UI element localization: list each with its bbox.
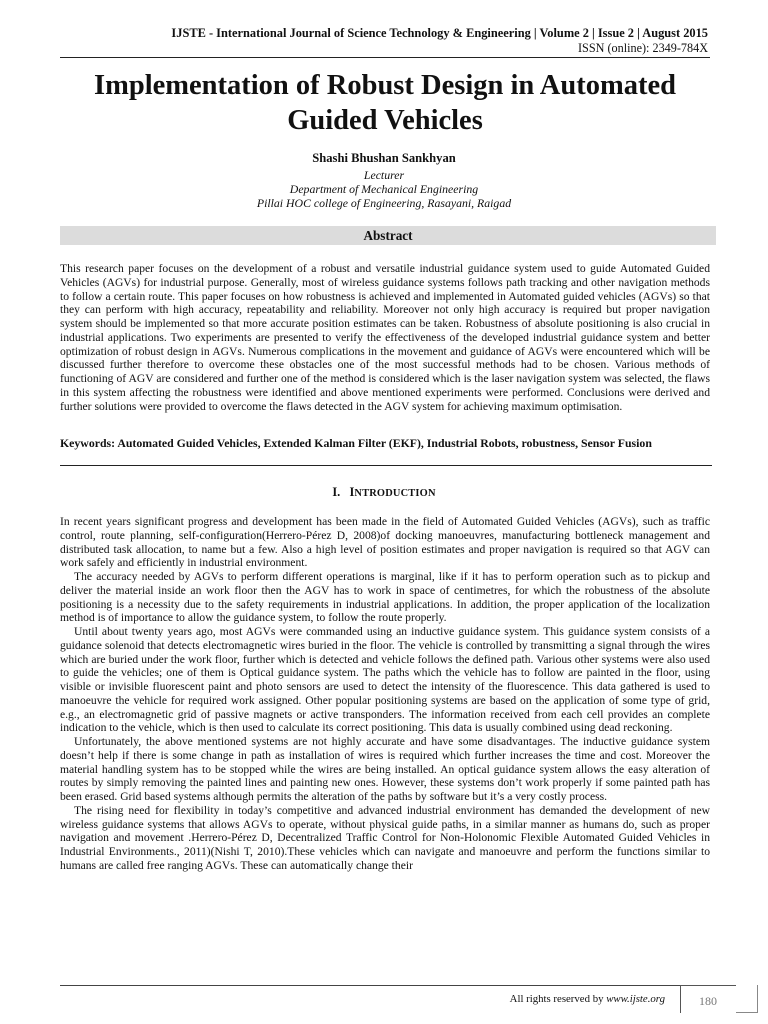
page-corner-decoration [736,985,758,1013]
issn: ISSN (online): 2349-784X [578,41,708,55]
abstract-text: This research paper focuses on the development of a robust and versatile industrial guidance system used to guide Automated Guided Vehicles (AGVs) for industrial purpose. Generally, most of wireless guidance systems follows path tracking and other navigation methods to follow a certain route. This paper focuses on how robustness is achieved and implemented in Automated guided vehicles (AGVs) so that they can perform with high accuracy, repeatability and reliability. Moreover not only high accuracy is required but proper navigation system should be implemented so that more accurate position estimates can be taken. Robustness of absolute positioning is also crucial in industrial applications. Two experiments are presented to verify the effectiveness of the developed industrial guidance system and better optimization of robust design in AGVs. Numerous complications in the movement and guidance of AGVs were encountered which will be discussed further therefore to overcome these obstacles one of the most successful methods had to be chosen. Various methods of functioning of AGV are considered and further one of the method is considered which is the laser navigation system was selected, the flaws in this system affecting the robustness were identified and above mentioned experiments were performed. Conclusions were derived and further solutions were provided to overcome the flaws detected in the AGV system for achieving maximum optimisation. [60,262,710,413]
rights-text: All rights reserved by [509,993,604,1005]
author-department: Department of Mechanical Engineering [289,182,479,196]
journal-url[interactable]: www.ijste.org [606,993,665,1005]
header-divider [60,57,710,58]
section-divider [60,465,712,466]
paragraph: The rising need for flexibility in today’s competitive and advanced industrial environment has demanded the development of new wireless guidance systems that allows AGVs to operate, without physical guide paths, in a similar manner as humans do, such as proper navigation and movement .Herrero-Pérez D, Decentralized Traffic Control for Non-Holonomic Flexible Automated Guided Vehicles in Industrial Environments., 2011)(Nishi T, 2010).These vehicles which can navigate and manoeuvre and perform the functions similar to humans are called free ranging AGVs. These can automatically change their [60,803,710,872]
section-number: I. [332,485,341,499]
paragraph: Until about twenty years ago, most AGVs were commanded using an inductive guidance system. This guidance system consists of a guidance solenoid that detects electromagnetic wires buried in the floor. The vehicle is controlled by transmitting a signal through the wires which are buried under the work floor, further which is detected and vehicle follows the defined path. Various other systems were also used to guide the vehicles; one of them is Optical guidance system. The paths which the vehicle has to follow are painted in the floor, using visible or invisible fluorescent paint and photo sensors are used to detect the intensity of the fluorescence. This data gathered is used to manoeuvre the vehicle for required work assigned. Other popular positioning systems are based on the application of some type of grid, e.g., an electromagnetic grid of passive magnets or active transponders. The information received from each cell provides an complete indication to the vehicle, which is then used to calculate its correct positioning. This data is usually combined using dead reckoning. [60,625,710,735]
paragraph: Unfortunately, the above mentioned systems are not highly accurate and have some disadvantages. The inductive guidance system doesn’t help if there is some change in path as installation of wires is required which further increases the time and cost. Moreover the material handling system has to be stopped while the wires are being installed. An optical guidance system allows the easy alteration of routes by simply removing the painted lines and painting new ones. However, these systems don’t work properly if some painted path has been erased. Grid based systems although permits the alteration of the paths by software but it’s a very costly process. [60,735,710,803]
journal-name: IJSTE - International Journal of Science Technology & Engineering | Volume 2 | Issue 2 | August 2015 [171,26,708,40]
section-heading-introduction [0,485,768,501]
section-title-initial: I [349,485,355,499]
author-institution: Pillai HOC college of Engineering, Rasayani, Raigad [256,196,512,210]
footer-divider [60,985,680,986]
footer-rights [60,992,665,1006]
paragraph: The accuracy needed by AGVs to perform different operations is marginal, like if it has to perform operation such as to pickup and deliver the material inside an work floor then the AGV has to work in space of centimetres, for which the robustness of the absolute positioning is a necessity due to the safety requirements in industrial applications. In addition, the proper application of the localization method is of importance to allow the guidance system, to follow the route properly. [60,570,710,625]
author-name: Shashi Bhushan Sankhyan [312,151,456,165]
abstract-heading: Abstract [60,226,716,245]
paper-title: Implementation of Robust Design in Automated Guided Vehicles [94,70,676,136]
author-position: Lecturer [363,168,405,182]
section-title-rest: NTRODUCTION [354,488,436,499]
page-number: 180 [699,994,717,1008]
introduction-body [60,515,710,960]
paragraph: In recent years significant progress and development has been made in the field of Automated Guided Vehicles (AGVs), such as traffic control, route planning, self-configuration(Herrero-Pérez D, 2008)of docking manoeuvres, manufacturing bottleneck management and distributed task allocation, to name but a few. Also a high level of position estimates and proper navigation is required so that AGV can work safely and efficiently in industrial environment. [60,515,710,570]
keywords: Keywords: Automated Guided Vehicles, Extended Kalman Filter (EKF), Industrial Robots, robustness, Sensor Fusion [60,436,652,450]
